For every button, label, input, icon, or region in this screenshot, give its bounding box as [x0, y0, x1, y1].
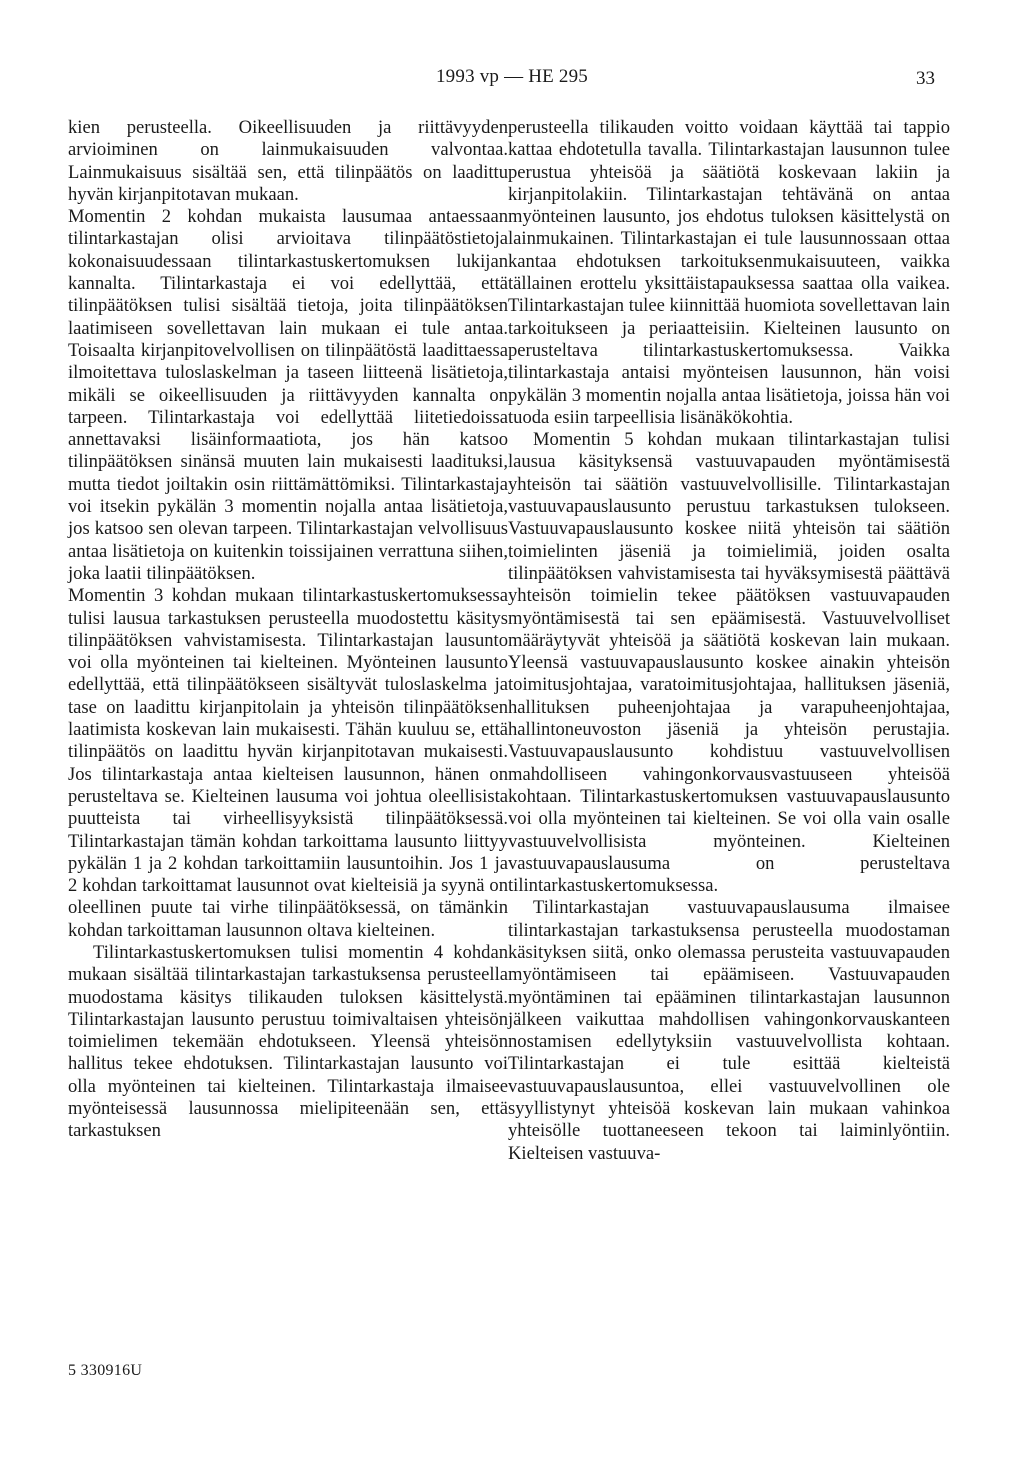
paragraph: Tilintarkastajan vastuuvapauslausuma ilmaisee tilintarkastajan tarkastuksensa perusteella muodostaman käsityksen siitä, onko olemassa perusteita vastuuvapauden myöntämiseen tai epäämiseen. Vastuuvapauden myöntäminen tai epääminen tilintarkastajan lausunnon jälkeen vaikuttaa mahdollisen vahingonkorvauskanteen nostamisen edellytyksiin vastuuvelvollista kohtaan. Tilintarkastajan ei tule esittää kielteistä vastuuvapauslausuntoa, ellei vastuuvelvollinen ole syyllistynyt yhteisöä koskevan lain mukaan vahinkoa yhteisölle tuottaneeseen tekoon tai laiminlyöntiin. Kielteisen vastuuva-	[508, 897, 950, 1164]
print-code: 5 330916U	[68, 1362, 143, 1379]
paragraph: perusteella tilikauden voitto voidaan käyttää tai tappio kattaa ehdotetulla tavalla. Tilintarkastajan lausunnon tulee perustua yhteisöä ja säätiötä koskevaan lakiin ja kirjanpitolakiin. Tilintarkastajan tehtävänä on antaa myönteinen lausunto, jos ehdotus tuloksen käsittelystä on lainmukainen. Tilintarkastajan ei tule lausunnossaan ottaa kantaa ehdotuksen tarkoituksenmukaisuuteen, vaikka tällainen erottelu yksittäistapauksessa saattaa olla vaikea. Tilintarkastajan tulee kiinnittää huomiota sovellettavan lain tarkoitukseen ja periaatteisiin. Kielteinen lausunto on perusteltava tilintarkastuskertomuksessa. Vaikka tilintarkastaja antaisi myönteisen lausunnon, hän voisi pykälän 3 momentin nojalla antaa lisätietoja, joissa hän voi tuoda esiin tarpeellisia lisänäkökohtia.	[508, 117, 950, 428]
right-column	[508, 117, 950, 1165]
document-reference: 1993 vp — HE 295	[435, 66, 589, 87]
paragraph: kien perusteella. Oikeellisuuden ja riittävyyden arvioiminen on lainmukaisuuden valvontaa. Lainmukaisuus sisältää sen, että tilinpäätös on laadittu hyvän kirjanpitotavan mukaan.	[68, 117, 508, 205]
paragraph: Momentin 5 kohdan mukaan tilintarkastajan tulisi lausua käsityksensä vastuuvapauden myöntämisestä yhteisön tai säätiön vastuuvelvollisille. Tilintarkastajan vastuuvapauslausunto perustuu tarkastuksen tulokseen. Vastuuvapauslausunto koskee niitä yhteisön tai säätiön toimielinten jäseniä ja toimielimiä, joiden osalta tilinpäätöksen vahvistamisesta tai hyväksymisestä päättävä yhteisön toimielin tekee päätöksen vastuuvapauden myöntämisestä tai sen epäämisestä. Vastuuvelvolliset määräytyvät yhteisöä ja säätiötä koskevan lain mukaan. Yleensä vastuuvapauslausunto koskee ainakin yhteisön toimitusjohtajaa, varatoimitusjohtajaa, hallituksen jäseniä, hallituksen puheenjohtajaa ja varapuheenjohtajaa, hallintoneuvoston jäseniä ja yhteisön perustajia. Vastuuvapauslausunto kohdistuu vastuuvelvollisen mahdolliseen vahingonkorvausvastuuseen yhteisöä kohtaan. Tilintarkastuskertomuksen vastuuvapauslausunto voi olla myönteinen tai kielteinen. Se voi olla vain osalle vastuuvelvollisista myönteinen. Kielteinen vastuuvapauslausuma on perusteltava tilintarkastuskertomuksessa.	[508, 429, 950, 897]
paragraph: Momentin 2 kohdan mukaista lausumaa antaessaan tilintarkastajan olisi arvioitava tilinpäätöstietoja kokonaisuudessaan tilintarkastuskertomuksen lukijan kannalta. Tilintarkastaja ei voi edellyttää, että tilinpäätöksen tulisi sisältää tietoja, joita tilinpäätöksen laatimiseen sovellettavan lain mukaan ei tule antaa. Toisaalta kirjanpitovelvollisen on tilinpäätöstä laadittaessa ilmoitettava tuloslaskelman ja taseen liitteenä lisätietoja, mikäli se oikeellisuuden ja riittävyyden kannalta on tarpeen. Tilintarkastaja voi edellyttää liitetiedoissa annettavaksi lisäinformaatiota, jos hän katsoo tilinpäätöksen sinänsä muuten lain mukaisesti laadituksi, mutta tiedot joiltakin osin riittämättömiksi. Tilintarkastaja voi itsekin pykälän 3 momentin nojalla antaa lisätietoja, jos katsoo sen olevan tarpeen. Tilintarkastajan velvollisuus antaa lisätietoja on kuitenkin toissijainen verrattuna siihen, joka laatii tilinpäätöksen.	[68, 206, 508, 584]
paragraph: Momentin 3 kohdan mukaan tilintarkastuskertomuksessa tulisi lausua tarkastuksen perusteella muodostettu käsitys tilinpäätöksen vahvistamisesta. Tilintarkastajan lausunto voi olla myönteinen tai kielteinen. Myönteinen lausunto edellyttää, että tilinpäätökseen sisältyvät tuloslaskelma ja tase on laadittu kirjanpitolain ja yhteisön tilinpäätöksen laatimista koskevan lain mukaisesti. Tähän kuuluu se, että tilinpäätös on laadittu hyvän kirjanpitotavan mukaisesti. Jos tilintarkastaja antaa kielteisen lausunnon, hänen on perusteltava se. Kielteinen lausuma voi johtua oleellisista puutteista tai virheellisyyksistä tilinpäätöksessä. Tilintarkastajan tämän kohdan tarkoittama lausunto liittyy pykälän 1 ja 2 kohdan tarkoittamiin lausuntoihin. Jos 1 ja 2 kohdan tarkoittamat lausunnot ovat kielteisiä ja syynä on oleellinen puute tai virhe tilinpäätöksessä, on tämänkin kohdan tarkoittaman lausunnon oltava kielteinen.	[68, 585, 508, 941]
page-number: 33	[916, 68, 935, 89]
left-column	[68, 117, 508, 1143]
paragraph: Tilintarkastuskertomuksen tulisi momentin 4 kohdan mukaan sisältää tilintarkastajan tarkastuksensa perusteella muodostama käsitys tilikauden tuloksen käsittelystä. Tilintarkastajan lausunto perustuu toimivaltaisen yhteisön toimielimen tekemään ehdotukseen. Yleensä yhteisön hallitus tekee ehdotuksen. Tilintarkastajan lausunto voi olla myönteinen tai kielteinen. Tilintarkastaja ilmaisee myönteisessä lausunnossa mielipiteenään sen, että tarkastuksen	[68, 941, 508, 1142]
page-header	[0, 66, 1024, 96]
